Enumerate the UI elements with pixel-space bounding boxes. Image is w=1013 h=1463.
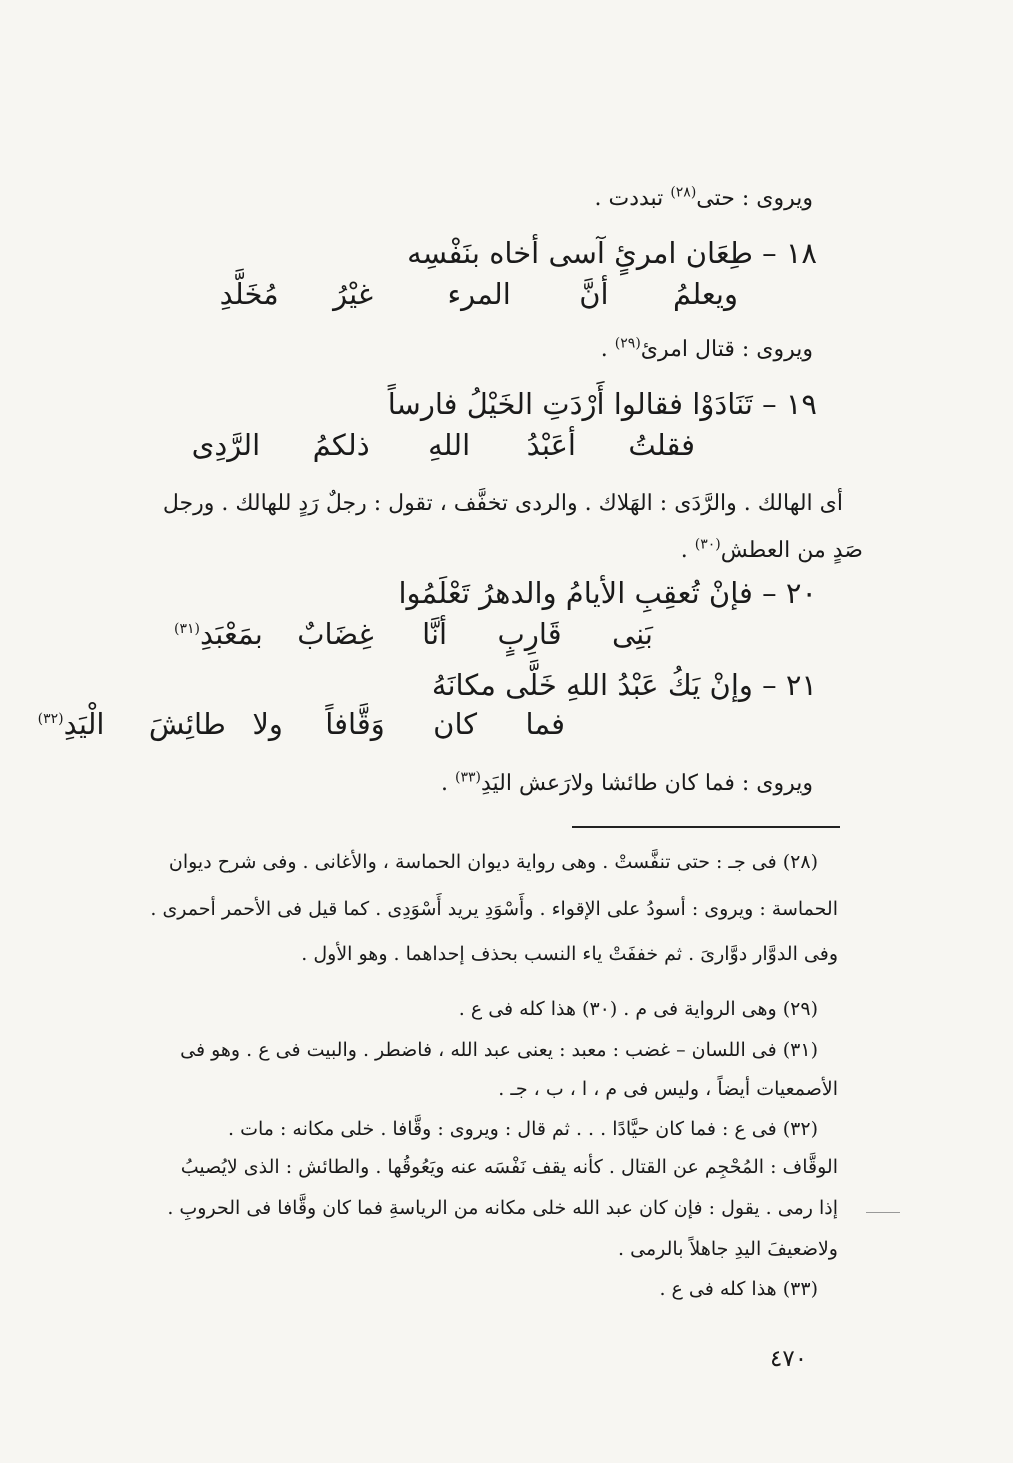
footnote-ref-30[interactable]: (٣٠) xyxy=(694,536,721,553)
verse-19-first-hemistich xyxy=(388,387,817,421)
variant-text: ويروى : فما كان طائشا ولارَعش اليَدِ xyxy=(480,771,813,796)
footnote-ref-28[interactable]: (٢٨) xyxy=(670,184,697,201)
verse-word: مُخَلَّدِ xyxy=(219,277,279,311)
variant-text: ويروى : حتى xyxy=(696,186,813,211)
footnote-ref-33[interactable]: (٣٣) xyxy=(455,769,481,786)
verse-word: كان xyxy=(433,707,478,741)
hemistich-text: فإنْ تُعقِبِ الأيامُ والدهرُ تَعْلَمُوا xyxy=(398,576,753,610)
variant-28-line xyxy=(595,186,814,211)
variant-33-line xyxy=(441,771,813,796)
variant-tail: . xyxy=(441,771,448,796)
verse-word: اللهِ xyxy=(428,428,471,462)
verse-word: أنَّا xyxy=(422,617,448,651)
variant-text: ويروى : قتال امرئ xyxy=(640,337,813,362)
verse-word: غيْرُ xyxy=(333,277,374,311)
margin-mark xyxy=(866,1212,900,1213)
verse-word: ويعلمُ xyxy=(673,277,738,311)
hemistich-text: تَنَادَوْا فقالوا أَرْدَتِ الخَيْلُ فارساً xyxy=(387,387,753,421)
verse-21-second-hemistich: فما كان وَقَّافاً ولا طائِشَ الْيَدِ(٣٢) xyxy=(37,707,565,741)
gloss-tail: . xyxy=(680,538,688,563)
verse-word: أنَّ xyxy=(579,277,609,311)
verse-word: فقلتُ xyxy=(628,428,695,462)
verse-word: غِضَابٌ xyxy=(297,617,374,651)
footnote-ref-29[interactable]: (٢٩) xyxy=(614,335,641,352)
verse-number: ٢١ – xyxy=(762,668,817,702)
verse-number: ١٨ – xyxy=(762,236,817,270)
verse-word: ذلكمُ xyxy=(312,428,370,462)
verse-word: الرَّدِى xyxy=(191,428,261,462)
verse-21-first-hemistich xyxy=(432,668,817,702)
gloss-line-2 xyxy=(681,538,863,563)
verse-word: الْيَدِ xyxy=(63,707,105,741)
footnote-line: (٣٢) فى ع : فما كان حيَّادًا . . . ثم قال : ويروى : وقَّافا . خلى مكانه : مات . xyxy=(228,1118,818,1140)
verse-19-second-hemistich xyxy=(192,428,695,462)
verse-number: ١٩ – xyxy=(762,387,817,421)
footnote-line: (٣٣) هذا كله فى ع . xyxy=(659,1278,818,1300)
variant-29-line xyxy=(601,337,813,362)
footnote-line: إذا رمى . يقول : فإن كان عبد الله خلى مكانه من الرياسةِ فما كان وقَّافا فى الحروبِ . xyxy=(167,1197,838,1219)
verse-number: ٢٠ – xyxy=(762,576,817,610)
verse-18-second-hemistich xyxy=(220,277,738,311)
verse-18-first-hemistich xyxy=(407,236,817,270)
verse-word: بمَعْبَدِ xyxy=(200,617,263,651)
footnote-line: ولاضعيفَ اليدِ جاهلاً بالرمى . xyxy=(618,1238,838,1260)
verse-word: ولا xyxy=(252,707,283,741)
footnote-line: وفى الدوَّار دوَّارىَ . ثم خففَتْ ياء النسب بحذف إحداهما . وهو الأول . xyxy=(301,943,838,965)
footnote-line: (٣١) فى اللسان – غضب : معبد : يعنى عبد الله ، فاضطر . والبيت فى ع . وهو فى xyxy=(180,1039,818,1061)
footnote-separator xyxy=(572,826,840,828)
footnote-line: الحماسة : ويروى : أسودُ على الإقواء . وأَسْوَدِ يريد أَسْوَدِى . كما قيل فى الأحمر أحمرى . xyxy=(150,898,838,920)
verse-word: بَنِى xyxy=(612,617,653,651)
variant-tail: تبددت . xyxy=(594,186,664,211)
footnote-line: الوقَّاف : المُحْجِم عن القتال . كأنه يقف نَفْسَه عنه ويَعُوقُها . والطائش : الذى لايُصيبُ xyxy=(180,1156,838,1178)
verse-word: أعَبْدُ xyxy=(526,428,576,462)
verse-20-second-hemistich: بَنِى قَارِبٍ أنَّا غِضَابٌ بمَعْبَدِ(٣١) xyxy=(174,617,653,651)
verse-20-first-hemistich xyxy=(398,576,817,610)
verse-word: قَارِبٍ xyxy=(497,617,562,651)
gloss-line-1: أى الهالك . والرَّدَى : الهَلاك . والردى تخفَّف ، تقول : رجلٌ رَدٍ للهالك . ورجل xyxy=(162,491,843,516)
footnote-line: الأصمعيات أيضاً ، وليس فى م ، ا ، ب ، جـ . xyxy=(498,1078,838,1100)
variant-tail: . xyxy=(600,337,608,362)
verse-word: وَقَّافاً xyxy=(325,707,385,741)
hemistich-text: وإنْ يَكُ عَبْدُ اللهِ خَلَّى مكانَهُ xyxy=(431,668,753,702)
verse-word: المرء xyxy=(447,277,511,311)
hemistich-text: طِعَان امرئٍ آسى أخاه بنَفْسِه xyxy=(407,236,753,270)
footnote-line: (٢٨) فى جـ : حتى تنفَّستْ . وهى رواية ديوان الحماسة ، والأغانى . وفى شرح ديوان xyxy=(168,851,818,873)
verse-word: طائِشَ xyxy=(148,707,226,741)
footnote-line: (٢٩) وهى الرواية فى م . (٣٠) هذا كله فى ع . xyxy=(458,998,818,1020)
verse-word: فما xyxy=(525,707,565,741)
page-number: ٤٧٠ xyxy=(770,1346,808,1372)
gloss-text: صَدٍ من العطش xyxy=(720,538,863,563)
